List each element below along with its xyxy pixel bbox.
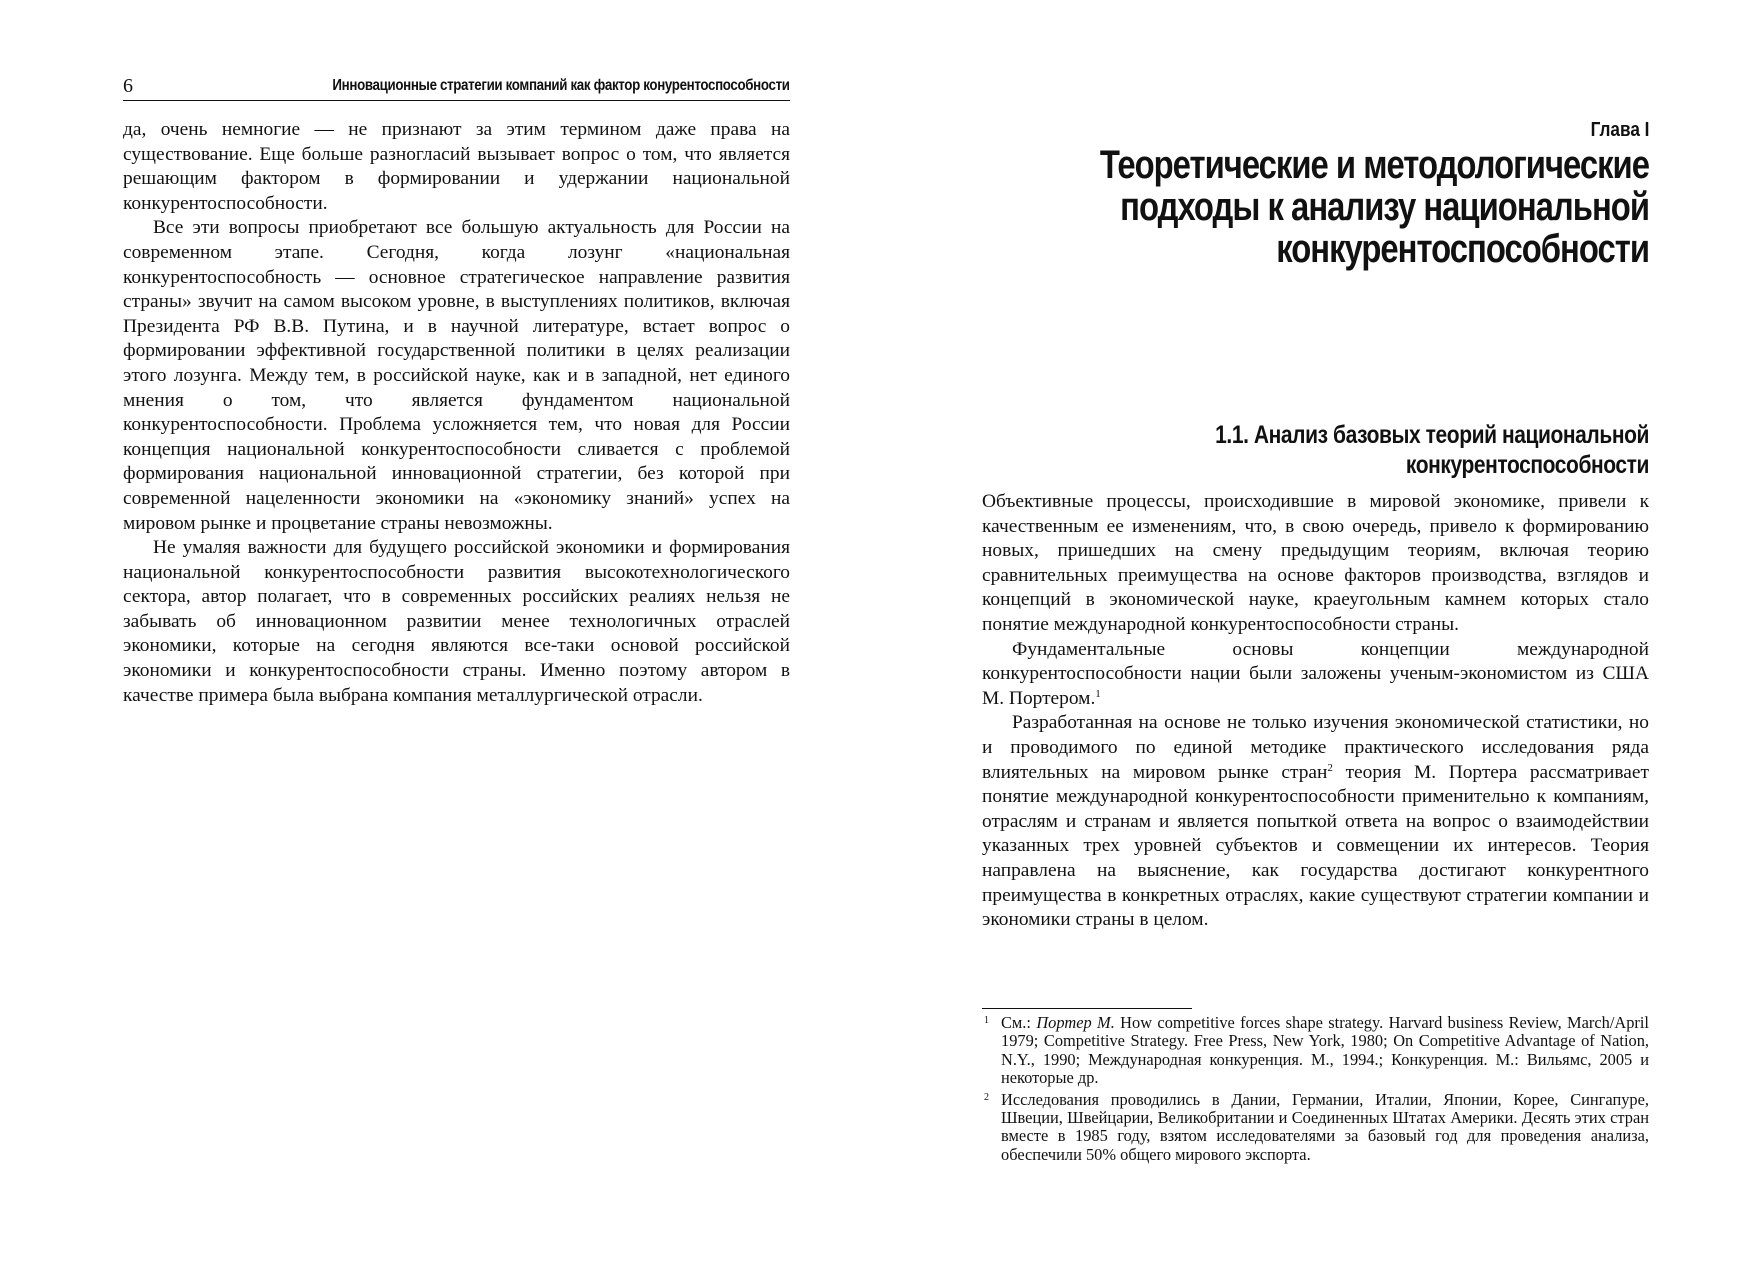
footnote-ref: 2 [1327,761,1333,774]
footnote-ref: 1 [1095,687,1101,700]
paragraph-text: теория М. Портера рассматривает понятие международной конкурентоспособности применительно к компаниям, отраслям и странам и является попыткой ответа на вопрос о взаимодействии указанных трех уровней субъектов и совмещении их интересов. Теория направлена на выяснение, как государства достигают конкурентного преимущества в конкретных отраслях, какие существуют стратегии компании и экономики страны в целом. [982,761,1649,931]
section-title-line: 1.1. Анализ базовых теорий национальной [1215,421,1649,449]
page-number: 6 [123,75,133,97]
section-title-line: конкурентоспособности [1405,451,1649,479]
footnotes [982,1014,1649,1167]
paragraph: да, очень немногие — не признают за этим термином даже права на существование. Еще больше разногласий вызывает вопрос о том, что является решающим фактором в формировании и удержании национальной конкурентоспособности. [123,119,790,214]
chapter-label: Глава I [1590,119,1649,141]
paragraph: Объективные процессы, происходившие в мировой экономике, привели к качественным ее изменениям, что, в свою очередь, привело к формированию новых, пришедших на смену предыдущим теориям, включая теорию сравнительных преимущества на основе факторов производства, взглядов и концепций в экономической науке, краеугольным камнем которых стало понятие международной конкурентоспособности страны. [982,491,1649,635]
section-title [893,420,1649,480]
footnote-marker: 1 [984,1015,989,1026]
paragraph-text: Разработанная на основе не только изучения экономической статистики, но и проводимого по единой методике практического исследования ряда влиятельных на мировом рынке стран [982,712,1649,783]
left-body-text [123,118,790,708]
footnote [982,1091,1649,1165]
footnote-text: Исследования проводились в Дании, Германии, Италии, Японии, Корее, Сингапуре, Швеции, Швейцарии, Великобритании и Соединенных Штатах Америки. Десять этих стран вместе в 1985 году, взятом исследователями за базовый год для проведения анализа, обеспечили 50% общего мирового экспорта. [1001,1089,1649,1164]
footnote-marker: 2 [984,1091,989,1103]
running-title: Инновационные стратегии компаний как фактор конурентоспособности [332,77,790,94]
footnote-divider [982,1008,1192,1009]
chapter-title-line: конкурентоспособности [1276,227,1649,271]
chapter-title-line: Теоретические и методологические [1099,143,1649,187]
right-body-text [982,490,1649,933]
footnote-author: Портер М. [1036,1013,1115,1032]
chapter-title-line: подходы к анализу национальной [1120,185,1649,229]
paragraph: Все эти вопросы приобретают все большую актуальность для России на современном этапе. Сегодня, когда лозунг «национальная конкурентоспособность — основное стратегическое направление развития страны» звучит на самом высоком уровне, в выступлениях политиков, включая Президента РФ В.В. Путина, и в научной литературе, встает вопрос о формировании эффективной государственной политики в целях реализации этого лозунга. Между тем, в российской науке, как и в западной, нет единого мнения о том, что является фундаментом национальной конкурентоспособности. Проблема усложняется тем, что новая для России концепция национальной конкурентоспособности сливается с проблемой формирования национальной инновационной стратегии, без которой при современной нацеленности экономики на «экономику знаний» успех на мировом рынке и процветание страны невозможны. [123,217,790,534]
paragraph [982,638,1649,712]
paragraph: Не умаляя важности для будущего российской экономики и формирования национальной конкурентоспособности развития высокотехнологического сектора, автор полагает, что в современных российских реалиях нельзя не забывать об инновационном развитии менее технологичных отраслей экономики, которые на сегодня являются все-таки основой российской экономики и конкурентоспособности страны. Именно поэтому автором в качестве примера была выбрана компания металлургической отрасли. [123,537,790,706]
paragraph [982,711,1649,932]
paragraph-text: Фундаментальные основы концепции международной конкурентоспособности нации были заложены ученым-экономистом из США М. Портером. [982,638,1649,709]
footnote-text: How competitive forces shape strategy. Harvard business Review, March/April 1979; Competitive Strategy. Free Press, New York, 1980; On Competitive Advantage of Nation, N.Y., 1990; Международная конкуренция. М., 1994.; Конкуренция. М.: Вильямс, 2005 и некоторые др. [1001,1013,1649,1088]
footnote [982,1014,1649,1088]
footnote-prefix: См.: [1001,1013,1037,1032]
chapter-title [911,144,1649,270]
running-head [123,74,790,101]
